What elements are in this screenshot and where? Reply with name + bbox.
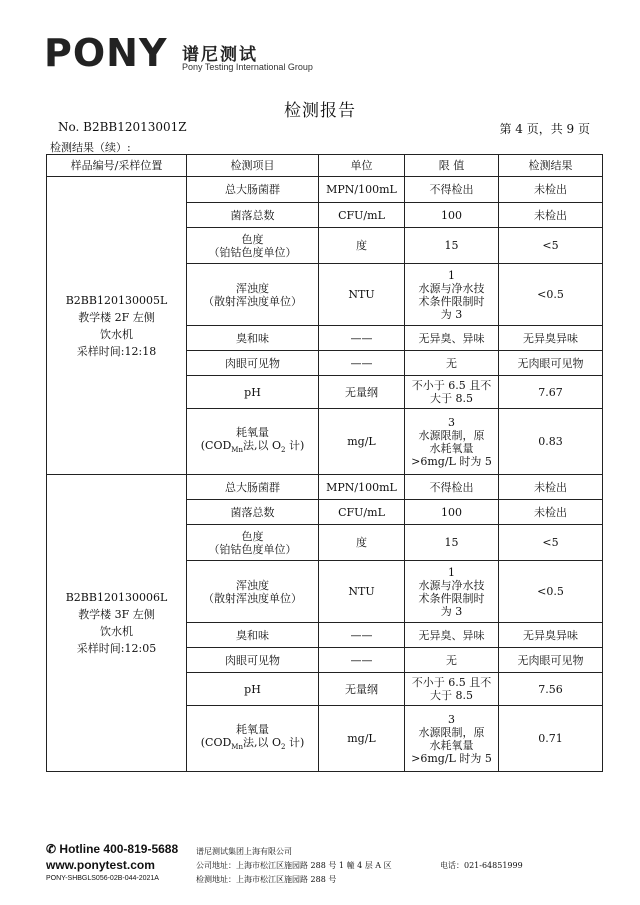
limit-line: 3 bbox=[448, 415, 455, 429]
phone-icon: ✆ bbox=[46, 842, 57, 856]
note-part: 计) bbox=[285, 735, 305, 749]
unit: 度 bbox=[319, 228, 405, 264]
page-number: 第 4 页，共 9 页 bbox=[499, 122, 590, 136]
limit-line: 大于 8.5 bbox=[430, 392, 473, 405]
note-subscript: 2 bbox=[280, 446, 286, 455]
test-item-name: 浑浊度 bbox=[236, 281, 269, 295]
note-part: 法,以 O bbox=[242, 438, 281, 452]
unit: MPN/100mL bbox=[319, 177, 405, 203]
column-header: 单位 bbox=[319, 155, 405, 177]
test-result: 无异臭异味 bbox=[499, 326, 603, 351]
unit: —— bbox=[319, 648, 405, 673]
limit-value: 100 bbox=[405, 203, 499, 228]
footer-hotline bbox=[46, 842, 178, 856]
limit-value: 无 bbox=[405, 648, 499, 673]
unit: 无量纲 bbox=[319, 673, 405, 706]
test-result: 未检出 bbox=[499, 177, 603, 203]
column-header: 限 值 bbox=[405, 155, 499, 177]
test-result: <5 bbox=[499, 228, 603, 264]
test-item: pH bbox=[187, 673, 319, 706]
limit-value bbox=[405, 673, 499, 706]
limit-value bbox=[405, 706, 499, 772]
note-part: (COD bbox=[200, 438, 232, 452]
results-continued-label: 检测结果（续）: bbox=[50, 141, 131, 154]
unit: MPN/100mL bbox=[319, 475, 405, 500]
column-header: 检测项目 bbox=[187, 155, 319, 177]
test-item: 菌落总数 bbox=[187, 203, 319, 228]
note-part: 计) bbox=[285, 438, 305, 452]
limit-value: 无异臭、异味 bbox=[405, 326, 499, 351]
limit-value bbox=[405, 561, 499, 623]
test-item-name: 耗氧量 bbox=[236, 722, 269, 736]
note-subscript: 2 bbox=[280, 743, 286, 752]
unit: NTU bbox=[319, 264, 405, 326]
test-item-name: 色度 bbox=[241, 232, 264, 246]
limit-line: 水源限制，原 bbox=[418, 725, 485, 739]
column-header: 检测结果 bbox=[499, 155, 603, 177]
company-name-cn: 谱尼测试 bbox=[182, 45, 258, 65]
limit-line: 3 bbox=[448, 712, 455, 726]
limit-line: 为 3 bbox=[440, 604, 463, 618]
test-result: 0.71 bbox=[499, 706, 603, 772]
test-result: 未检出 bbox=[499, 500, 603, 525]
test-item-note: （散射浑浊度单位） bbox=[203, 591, 302, 605]
unit: NTU bbox=[319, 561, 405, 623]
test-item: pH bbox=[187, 376, 319, 409]
limit-line: 1 bbox=[448, 565, 455, 579]
test-item bbox=[187, 228, 319, 264]
company-name-en: Pony Testing International Group bbox=[182, 62, 313, 72]
sample-info-cell bbox=[47, 475, 187, 772]
logo-wordmark: PONY bbox=[44, 31, 168, 75]
limit-value: 不得检出 bbox=[405, 475, 499, 500]
test-item-note bbox=[189, 736, 316, 754]
test-item bbox=[187, 409, 319, 475]
limit-line: 水源与净水技 bbox=[418, 578, 485, 592]
unit: mg/L bbox=[319, 409, 405, 475]
test-result: 0.83 bbox=[499, 409, 603, 475]
test-result: 无异臭异味 bbox=[499, 623, 603, 648]
sample-time: 采样时间:12:18 bbox=[76, 344, 157, 358]
sample-time: 采样时间:12:05 bbox=[76, 642, 157, 655]
unit: CFU/mL bbox=[319, 500, 405, 525]
test-result: <0.5 bbox=[499, 264, 603, 326]
test-item: 总大肠菌群 bbox=[187, 177, 319, 203]
limit-value bbox=[405, 264, 499, 326]
note-part: (COD bbox=[200, 735, 232, 749]
sample-info-cell bbox=[47, 177, 187, 475]
sample-device: 饮水机 bbox=[100, 625, 133, 638]
test-item-name: 浑浊度 bbox=[236, 578, 269, 592]
limit-line: 水源与净水技 bbox=[418, 281, 485, 295]
table-header-row bbox=[47, 155, 603, 177]
test-item-note bbox=[189, 439, 316, 457]
test-result: 7.67 bbox=[499, 376, 603, 409]
test-item: 肉眼可见物 bbox=[187, 351, 319, 376]
limit-value bbox=[405, 376, 499, 409]
report-number: No. B2BB12013001Z bbox=[58, 120, 187, 134]
sample-id: B2BB120130006L bbox=[65, 591, 168, 604]
limit-value: 100 bbox=[405, 500, 499, 525]
limit-line: 术条件限制时 bbox=[418, 591, 485, 605]
sample-location: 教学楼 3F 左侧 bbox=[78, 608, 155, 621]
test-item-name: 耗氧量 bbox=[236, 425, 269, 439]
limit-line: 水耗氧量 bbox=[429, 738, 474, 752]
test-result: 未检出 bbox=[499, 203, 603, 228]
test-item-note: （散射浑浊度单位） bbox=[203, 294, 302, 308]
limit-line: 为 3 bbox=[440, 307, 463, 321]
hotline-text: Hotline 400-819-5688 bbox=[59, 842, 179, 856]
limit-line: 水耗氧量 bbox=[429, 441, 474, 455]
limit-value bbox=[405, 409, 499, 475]
document-code: PONY-SHBGLS056-02B-044-2021A bbox=[46, 875, 159, 882]
test-item: 臭和味 bbox=[187, 623, 319, 648]
company-logo bbox=[44, 31, 168, 75]
note-part: 法,以 O bbox=[242, 735, 281, 749]
footer-lab-address: 检测地址：上海市松江区施园路 288 号 bbox=[196, 875, 337, 884]
limit-line: 术条件限制时 bbox=[418, 294, 485, 308]
table-row bbox=[47, 475, 603, 500]
footer-website[interactable]: www.ponytest.com bbox=[46, 858, 155, 872]
footer-company-name: 谱尼测试集团上海有限公司 bbox=[196, 847, 292, 856]
unit: —— bbox=[319, 351, 405, 376]
table-row bbox=[47, 177, 603, 203]
column-header: 样品编号/采样位置 bbox=[47, 155, 187, 177]
note-subscript: Mn bbox=[231, 743, 243, 752]
note-subscript: Mn bbox=[231, 446, 243, 455]
limit-value: 不得检出 bbox=[405, 177, 499, 203]
unit: 度 bbox=[319, 525, 405, 561]
test-item-name: 色度 bbox=[241, 529, 264, 543]
test-item-note: （铂钴色度单位） bbox=[208, 542, 297, 556]
test-result: 无肉眼可见物 bbox=[499, 648, 603, 673]
footer-phone: 电话：021-64851999 bbox=[440, 861, 523, 870]
limit-line: >6mg/L 时为 5 bbox=[411, 454, 492, 468]
limit-value: 15 bbox=[405, 525, 499, 561]
footer-company-address: 公司地址：上海市松江区施园路 288 号 1 幢 4 层 A 区 bbox=[196, 861, 392, 870]
test-result: 未检出 bbox=[499, 475, 603, 500]
unit: —— bbox=[319, 326, 405, 351]
test-result: 无肉眼可见物 bbox=[499, 351, 603, 376]
test-item bbox=[187, 561, 319, 623]
test-item-note: （铂钴色度单位） bbox=[208, 245, 297, 259]
unit: CFU/mL bbox=[319, 203, 405, 228]
sample-device: 饮水机 bbox=[100, 327, 133, 341]
unit: 无量纲 bbox=[319, 376, 405, 409]
test-item bbox=[187, 264, 319, 326]
test-result: <5 bbox=[499, 525, 603, 561]
page-title: 检测报告 bbox=[284, 101, 356, 121]
limit-line: 水源限制，原 bbox=[418, 428, 485, 442]
unit: —— bbox=[319, 623, 405, 648]
limit-line: >6mg/L 时为 5 bbox=[411, 751, 492, 765]
limit-line: 不小于 6.5 且不 bbox=[411, 676, 492, 689]
test-item: 菌落总数 bbox=[187, 500, 319, 525]
sample-location: 教学楼 2F 左侧 bbox=[78, 310, 155, 324]
limit-value: 无异臭、异味 bbox=[405, 623, 499, 648]
limit-line: 1 bbox=[448, 268, 455, 282]
test-item: 总大肠菌群 bbox=[187, 475, 319, 500]
limit-value: 15 bbox=[405, 228, 499, 264]
sample-id: B2BB120130005L bbox=[65, 293, 168, 307]
test-item: 肉眼可见物 bbox=[187, 648, 319, 673]
limit-value: 无 bbox=[405, 351, 499, 376]
limit-line: 大于 8.5 bbox=[430, 689, 473, 702]
test-result: 7.56 bbox=[499, 673, 603, 706]
test-result: <0.5 bbox=[499, 561, 603, 623]
test-item: 臭和味 bbox=[187, 326, 319, 351]
unit: mg/L bbox=[319, 706, 405, 772]
test-item bbox=[187, 706, 319, 772]
results-table bbox=[46, 154, 603, 772]
limit-line: 不小于 6.5 且不 bbox=[411, 379, 492, 392]
test-item bbox=[187, 525, 319, 561]
